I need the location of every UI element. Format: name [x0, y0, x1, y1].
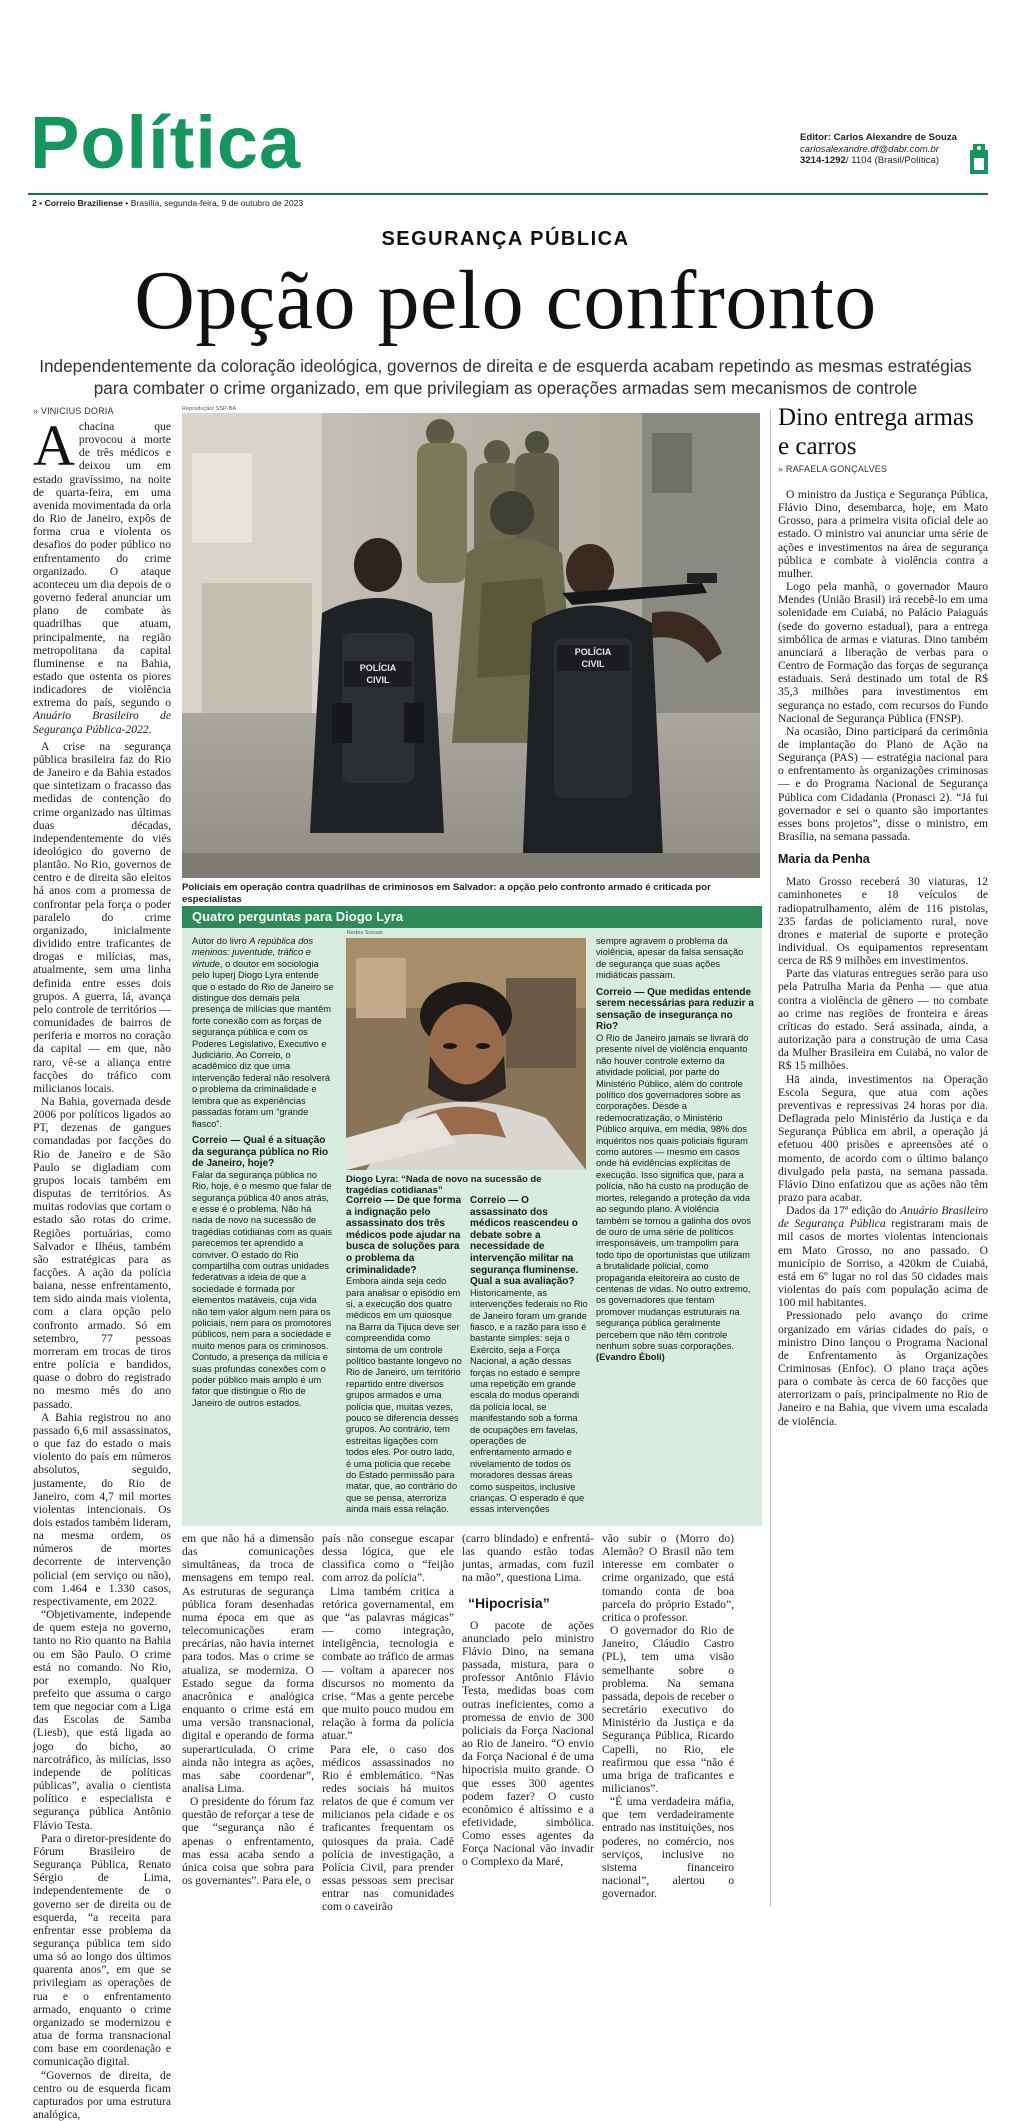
- article-paragraph: A Bahia registrou no ano passado 6,6 mil assassinatos, o que faz do estado o mais violento do país em números absolutos, seguido, justamente, do Rio de Janeiro, com 4,7 mil mortes violentas intencionais. Os dois estados também lideram, na mesma ordem, os números de mortes decorrente de intervenção policial (em serviço ou não), com 1.464 e 1.330 casos, respectivamente, em 2022.: [33, 1410, 171, 1608]
- side-story-rule: [770, 410, 771, 1906]
- headline: Opção pelo confronto: [134, 254, 877, 347]
- article-paragraph: país não consegue escapar dessa lógica, que ele classifica como o “feijão com arroz da polícia”.: [322, 1532, 454, 1585]
- byline: » VINICIUS DORIA: [33, 406, 114, 416]
- article-paragraph: Para o diretor-presidente do Fórum Brasileiro de Segurança Pública, Renato Sérgio de Lima, independentemente de o governo ser de direita ou de esquerda, “a receita para enfrentar esse problema da segurança pública tem sido uma só ao longo dos últimos quarenta anos”, em que se privilegiam as operações de rua e o enfrentamento armado, enquanto o crime organizado se modernizou e atua de forma transnacional com base em coordenação e comunicação digital.: [33, 1831, 171, 2069]
- kicker: SEGURANÇA PÚBLICA: [381, 228, 630, 250]
- article-column-5: [602, 1532, 734, 1906]
- interview-question: Correio — De que forma a indignação pelo assassinato dos três médicos pode ajudar na busca de soluções para o problema da criminalidade?: [346, 1195, 462, 1276]
- article-paragraph: em que não há a dimensão das comunicações simultâneas, da troca de mensagens em tempo real. As estruturas de segurança pública foram desenhadas numa época em que as telecomunicações eram precárias, não havia internet para todos. Mas o crime se atualiza, se moderniza. O Estado segue da forma anacrônica e analógica enquanto o crime está em uma versão transnacional, digital e operando de forma superarticulada. O crime ainda não integra as ações, mas sabe coordenar”, analisa Lima.: [182, 1532, 314, 1795]
- editor-name: Editor: Carlos Alexandre de Souza: [800, 132, 957, 143]
- interview-answer: Falar da segurança pública no Rio, hoje, é o mesmo que falar de segurança pública 40 anos atrás, e esse é o problema. Não há nada de novo na sucessão de tragédias cotidianas com as quais parecemos ter aprendido a conviver. O estado do Rio compartilha com outras unidades federativas a ideia de que a sociedade é formada por elementos matáveis, cuja vida não tem valor algum nem para os policiais, nem para os promotores públicos, nem para a sociedade e muito menos para os criminosos. Contudo, a presença da milícia e suas profundas conexões com o poder público mais amplo é um fator que distingue o Rio de Janeiro de outros estados.: [192, 1169, 333, 1408]
- vest-label: POLÍCIA: [359, 663, 397, 673]
- header-rule: [28, 193, 988, 195]
- article-paragraph: “É uma verdadeira máfia, que tem verdadeiramente entrado nas instituições, nos poderes, no comércio, nos serviços, inclusive no sistema financeiro nacional”, alertou o governador.: [602, 1795, 734, 1901]
- article-paragraph: O governador do Rio de Janeiro, Cláudio Castro (PL), tem uma visão semelhante sobre o problema. Na semana passada, depois de receber o secretário executivo do Ministério da Justiça e da Segurança Pública, Ricardo Capelli, no Rio, ele reafirmou que essa “não é uma briga de traficantes e milicianos”.: [602, 1624, 734, 1795]
- interview-question: Correio — O assassinato dos médicos reascendeu o debate sobre a necessidade de intervenção militar na segurança fluminense. Qual a sua avaliação?: [470, 1195, 579, 1288]
- side-paragraph: Dados da 17ª edição do Anuário Brasileiro de Segurança Pública registraram mais de mil casos de mortes violentas intencionais em Mato Grosso, no ano passado. O município de Sorriso, a 420km de Cuiabá, está em 6º lugar no rol das 50 cidades mais violentas do país com população acima de 100 mil habitantes.: [778, 1204, 988, 1310]
- section-header: [30, 101, 990, 195]
- article-paragraph: O presidente do fórum faz questão de reforçar a tese de que “segurança não é apenas o enfrentamento, mas essa acaba sendo a única coisa que sobra para os governantes”. Para ele, o: [182, 1795, 314, 1888]
- article-paragraph: Para ele, o caso dos médicos assassinados no Rio é emblemático. “Nas redes sociais há muitos relatos de que é comum ver milicianos pela cidade e os traficantes frequentam os quiosques da praia. Cadê polícia de investigação, a Polícia Civil, para prender essas pessoas sem precisar entrar nas comunidades com o caveirão: [322, 1742, 454, 1914]
- deck: Independentemente da coloração ideológica, governos de direita e de esquerda acabam repetindo as mesmas estratégias para combater o crime organizado, em que privilegiam as operações armadas sem mecanismos de controle: [39, 356, 972, 398]
- interview-answer: Embora ainda seja cedo para analisar o episódio em si, a execução dos quatro médicos em um quiosque na Barra da Tijuca deve ser compreendida como sintoma de um controle político bastante longevo no Rio de Janeiro, um território repartido entre diversos grupos armados e uma polícia que, muitas vezes, pouco se diferencia desses grupos. Ao contrário, tem estreitas ligações com todos eles. Por outro lado, é uma polícia que recebe do Estado permissão para matar, que, ao contrário do que se pensa, aterroriza ainda mais essa relação.: [346, 1276, 462, 1515]
- interview-answer: sempre agravem o problema da violência, apesar da falsa sensação de segurança que suas ações midiáticas passam.: [596, 936, 744, 981]
- side-paragraph: O ministro da Justiça e Segurança Pública, Flávio Dino, desembarca, hoje, em Mato Grosso, para a primeira visita oficial dele ao estado. O ministro vai anunciar uma série de ações e investimentos na área de segurança pública e combate à violência contra a mulher.: [778, 488, 988, 580]
- photo-credit: Reprodução/ SSP-BA: [182, 406, 237, 412]
- svg-text:CIVIL: CIVIL: [366, 675, 390, 685]
- article-column-2: [182, 1532, 314, 1906]
- side-story-body: [778, 480, 988, 1908]
- interview-answer: Historicamente, as intervenções federais no Rio de Janeiro foram um grande fiasco, e a razão para isso é bastante simples: seja o Exército, seja a Força Nacional, a ação dessas forças no estado é sempre uma repetição em grande escala do modus operandi da polícia local, se manifestando sob a forma de ocupações em favelas, operações de enfrentamento armado e nivelamento de todos os moradores dessas áreas como suspeitos, inclusive crianças. O esperado é que essas intervenções: [470, 1287, 588, 1515]
- interview-photo-credit: Redes Sociais: [347, 930, 383, 936]
- interview-photo: [346, 938, 586, 1170]
- interview-column-2: [346, 1190, 462, 1522]
- interview-box: [182, 906, 762, 1526]
- side-paragraph: Mato Grosso receberá 30 viaturas, 12 caminhonetes e 18 veículos de radiopatrulhamento, além de 116 pistolas, 235 fardas de policiamento rural, nove drones e material de suporte e proteção individual. Os equipamentos representam cerca de R$ 9 milhões em investimentos.: [778, 875, 988, 968]
- main-photo: [182, 413, 760, 878]
- side-paragraph: Logo pela manhã, o governador Mauro Mendes (União Brasil) irá recebê-lo em uma solenidade em Cuiabá, no Palácio Paiaguás (sede do governo estadual), para a entrega simbólica de armas e viaturas. Dino também anunciará a liberação de verbas para o Centro de Formação das forças de segurança estaduais. Será destinado um total de R$ 35,3 milhões para investimentos em segurança no estado, com recursos do Fundo Nacional de Segurança Pública (FNSP).: [778, 580, 988, 725]
- svg-text:POLÍCIA: POLÍCIA: [574, 647, 612, 657]
- article-column-1: [33, 413, 171, 2121]
- article-paragraph: (carro blindado) e enfrentá-las quando estão todas juntas, armadas, com fuzil na mão”, questiona Lima.: [462, 1532, 594, 1585]
- interview-answer: O Rio de Janeiro jamais se livrará do presente nível de violência enquanto não houver controle externo da atividade policial, por parte do Ministério Público, além do controle político dos governadores sobre as corporações. Desde a redemocratização, o Ministério Público arquiva, em média, 98% dos inquéritos nos quais policiais figuram como autores — mesmo em casos onde há evidências explícitas de execução. Isso significa que, para a polícia, não há custo na produção de mortes, relegando a proteção da vida ao segundo plano. A violência também se tornou a galinha dos ovos de ouro de uma série de políticos irresponsáveis, um trampolim para todo tipo de oportunistas que utilizam a brutalidade policial, como propaganda eleitoreira ao custo de centenas de vidas. No outro extremo, os governadores que tentam promover mudanças estruturais na segurança pública geralmente percebem que não têm controle nenhum sobre suas corporações. (Evandro Éboli): [596, 1033, 752, 1363]
- section-title: Política: [30, 101, 302, 184]
- side-paragraph: Pressionado pelo avanço do crime organizado em várias cidades do país, o ministro Dino lançou o Programa Nacional de Enfrentamento às Organizações Criminosas (Enfoc). O plano traça ações para o combate às cerca de 60 facções que aterrorizam o país, principalmente no Rio de Janeiro e na Bahia, que vivem uma escalada de violência.: [778, 1309, 988, 1428]
- article-paragraph: vão subir o (Morro do) Alemão? O Brasil não tem interesse em combater o crime organizado, que está tomando conta de boa parcela do próprio Estado”, critica o professor.: [602, 1532, 734, 1624]
- article-paragraph: Lima também critica a retórica governamental, em que “as palavras mágicas” — como integração, inteligência, tecnologia e combate ao tráfico de armas — voltam a aparecer nos discursos no momento da crise. “Mas a gente percebe que muito pouco mudou em relação à forma da polícia atuar.”: [322, 1584, 454, 1743]
- article-paragraph: A crise na segurança pública brasileira faz do Rio de Janeiro e da Bahia estados que sintetizam o fracasso das medidas de contenção do crime organizado nas últimas duas décadas, independentemente do viés ideológico do governo de plantão. No Rio, governos de centro e de direita são eleitos há anos com a promessa de confrontar pela força o poder paralelo do crime organizado, inicialmente dividido entre traficantes de drogas e milícias, mas, atualmente, sem uma linha definida entre esses dois grupos. A guerra, lá, avança pelo controle de territórios — comunidades de bairros de periferia e morros no coração da capital — em que, não raro, vê-se a aliança entre facções do tráfico com milicianos locais.: [33, 739, 171, 1095]
- svg-text:CIVIL: CIVIL: [581, 659, 605, 669]
- interview-column-1: [192, 936, 334, 1521]
- side-subhead: Maria da Penha: [778, 852, 870, 867]
- article-column-3: [322, 1532, 454, 1914]
- editor-phone: 3214-1292/ 1104 (Brasil/Política): [800, 155, 940, 166]
- side-byline: » RAFAELA GONÇALVES: [778, 464, 887, 474]
- interview-title-bar: Quatro perguntas para Diogo Lyra: [182, 906, 762, 928]
- subhead-hipocrisia: “Hipocrisia”: [468, 1594, 550, 1611]
- side-paragraph: Parte das viaturas entregues serão para uso pela Patrulha Maria da Penha — que atua contra a violência de gênero — no combate ao crime nas regiões de fronteira e áreas críticas do estado. Será assinada, ainda, a autorização para a construção de uma Casa da Mulher Brasileira em Cuiabá, no valor de R$ 15 milhões.: [778, 967, 988, 1073]
- article-paragraph: O pacote de ações anunciado pelo ministro Flávio Dino, na semana passada, mistura, para o professor Antônio Flávio Testa, medidas boas com outras ineficientes, como a promessa de envio de 300 policiais da Força Nacional ao Rio de Janeiro. “O envio da Força Nacional é de uma hipocrisia muito grande. O que esses 300 agentes podem fazer? O custo econômico é altíssimo e a efetividade, simbólica. Como esses agentes da Força Nacional vão invadir o Complexo da Maré,: [462, 1618, 594, 1869]
- editor-info: [800, 132, 960, 167]
- newspaper-logo-icon: [970, 144, 988, 174]
- article-paragraph: “Objetivamente, independe de quem esteja no governo, tanto no Rio quanto na Bahia ou em São Paulo. O crime está no comando. No Rio, por exemplo, qualquer prefeito que assuma o cargo tem que negociar com a Liga das Escolas de Samba (Liesb), que está ligada ao jogo do bicho, ao narcotráfico, às milícias, isso independe de políticas públicas”, avalia o cientista político e especialista e segurança pública Antônio Flávio Testa.: [33, 1608, 171, 1832]
- interview-question: Correio — Qual é a situação da segurança pública no Rio de Janeiro, hoje?: [192, 1134, 329, 1170]
- side-paragraph: Hā ainda, investimentos na Operação Escola Segura, que atua com ações preventivas e repressivas 24 horas por dia. Deflagrada pelo Ministério da Justiça e da Segurança Pública em abril, a operação já efetuou 400 prisões e apreensões até o momento, de acordo com o último balanço divulgado pela pasta, na semana passada. Flávio Dino enfatizou que as ações não têm prazo para acabar.: [778, 1072, 988, 1204]
- drop-cap: A: [33, 413, 75, 478]
- interview-question: Correio — Que medidas entende serem necessárias para reduzir a sensação de insegurança no Rio?: [596, 986, 754, 1033]
- dateline: 2 • Correio Braziliense • Brasília, segunda-feira, 9 de outubro de 2023: [32, 198, 304, 208]
- interview-column-4: [596, 936, 754, 1521]
- interview-intro: Autor do livro A república dos meninos: juventude, tráfico e virtude, o doutor em sociologia pelo Iuperj Diogo Lyra entende que o estado do Rio de Janeiro se distingue dos demais pela presença de milícias que mantêm forte conexão com as forças de segurança pública e com os Poderes Legislativo, Executivo e Judiciário. Ao Correio, o acadêmico diz que uma intervenção federal não resolverá o problema da criminalidade e lembra que as experiências passadas foram um “grande fiasco”.: [192, 936, 334, 1129]
- side-headline: Dino entrega armas e carros: [778, 404, 974, 460]
- photo-caption: Policiais em operação contra quadrilhas de criminosos em Salvador: a opção pelo confronto armado é criticada por especialistas: [182, 882, 711, 905]
- article-paragraph: “Governos de direita, de centro ou de esquerda ficam capturados por uma estrutura analógica,: [33, 2068, 171, 2121]
- article-lead: Achacina que provocou a morte de três médicos e deixou um em estado gravíssimo, na noite de quarta-feira, em uma avenida movimentada da orla do Rio de Janeiro, expôs de forma crua e violenta os desafios do poder público no enfrentamento do crime organizado. O ataque aconteceu um dia depois de o governo federal anunciar um plano de combate às quadrilhas que atuam, principalmente, na região metropolitana da capital fluminense e na Bahia, estado que ostenta os piores indicadores de violência extrema do país, segundo o Anuário Brasileiro de Segurança Pública-2022.: [33, 413, 171, 736]
- article-column-4: [462, 1532, 594, 1906]
- interview-column-3: [470, 1190, 588, 1522]
- side-paragraph: Na ocasião, Dino participará da cerimônia de implantação do Plano de Ação na Segurança (PAS) — estratégia nacional para o enfrentamento às organizações criminosas — e do Programa Nacional de Segurança Pública com Cidadania (Pronasci 2). “Já fui governador e sei o quanto são importantes esses bons projetos”, disse o ministro, em Brasília, na semana passada.: [778, 724, 988, 844]
- editor-email[interactable]: carlosalexandre.df@dabr.com.br: [800, 143, 939, 155]
- interview-photo-caption: Diogo Lyra: “Nada de novo na sucessão de tragédias cotidianas”: [346, 1174, 542, 1196]
- article-paragraph: Na Bahia, governada desde 2006 por políticos ligados ao PT, dezenas de gangues comandadas por facções do Rio de Janeiro e de São Paulo se digladiam com grupos locais também em disputas de territórios. As muitas rodovias que cortam o estado são rotas do crime. Regiões portuárias, como Salvador e Ilhéus, também são estratégicas para as facções. A ação da polícia baiana, nesse enfrentamento, tem sido ainda mais violenta, com a clara opção pelo confronto armado. Só em setembro, 77 pessoas morreram em trocas de tiros entre polícia e bandidos, quase o dobro do registrado no mesmo mês do ano passado.: [33, 1094, 171, 1411]
